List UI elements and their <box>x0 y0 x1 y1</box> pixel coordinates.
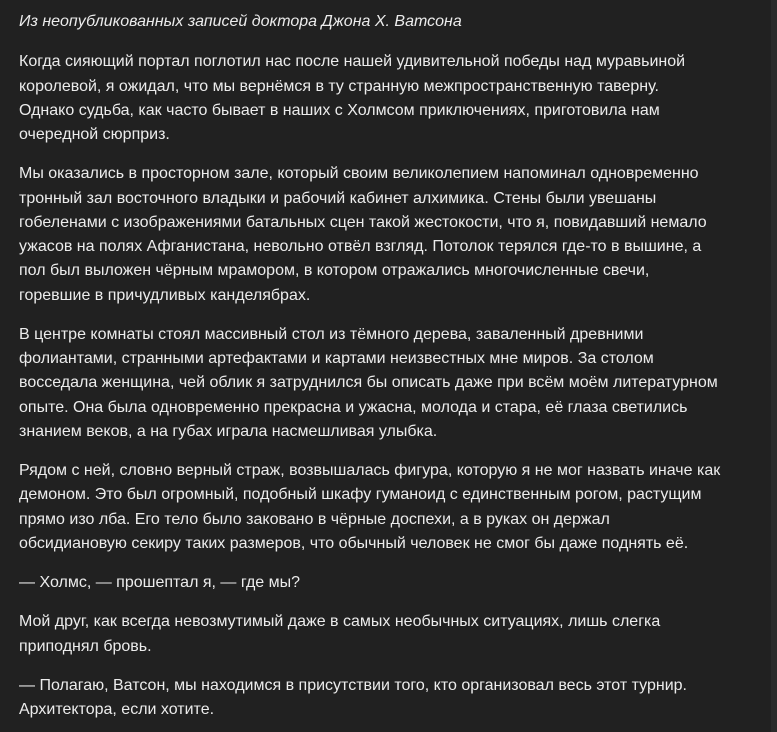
text-line: Однако судьба, как часто бывает в наших с Холмсом приключениях, приготовила нам <box>19 101 660 119</box>
text-line: ужасов на полях Афганистана, невольно отвёл взгляд. Потолок терялся где-то в вышине, а <box>19 238 702 256</box>
text-line: обсидиановую секиру таких размеров, что обычный человек не смог бы даже поднять её. <box>19 535 689 553</box>
scrollbar[interactable] <box>771 0 777 732</box>
text-line: королевой, я ожидал, что мы вернёмся в ту странную межпространственную таверну. <box>19 77 659 95</box>
text-line: Мой друг, как всегда невозмутимый даже в самых необычных ситуациях, лишь слегка <box>19 613 661 631</box>
paragraph-eyebrow <box>19 610 751 659</box>
text-line: горевшие в причудливых канделябрах. <box>19 286 311 304</box>
paragraph-hall <box>19 162 751 308</box>
text-line: Мы оказались в просторном зале, который своим великолепием напоминал одновременно <box>19 165 699 183</box>
text-line: опыте. Она была одновременно прекрасна и ужасна, молода и стара, её глаза светились <box>19 398 688 416</box>
text-line: тронный зал восточного владыки и рабочий кабинет алхимика. Стены были увешаны <box>19 189 657 207</box>
paragraph-table <box>19 323 751 444</box>
text-line: — Холмс, — прошептал я, — где мы? <box>19 574 301 592</box>
text-line: прямо изо лба. Его тело было заковано в чёрные доспехи, а в руках он держал <box>19 510 610 528</box>
text-line: Когда сияющий портал поглотил нас после нашей удивительной победы над муравьиной <box>19 53 686 71</box>
text-line: приподнял бровь. <box>19 637 152 655</box>
text-line: знанием веков, а на губах играла насмешливая улыбка. <box>19 423 438 441</box>
text-line: пол был выложен чёрным мрамором, в котором отражались многочисленные свечи, <box>19 262 650 280</box>
text-line: фолиантами, странными артефактами и картами неизвестных мне миров. За столом <box>19 350 654 368</box>
text-line: В центре комнаты стоял массивный стол из тёмного дерева, заваленный древними <box>19 325 644 343</box>
paragraph-whisper <box>19 571 751 595</box>
text-line: очередной сюрприз. <box>19 126 170 144</box>
text-line: Рядом с ней, словно верный страж, возвышалась фигура, которую я не мог назвать иначе как <box>19 462 721 480</box>
paragraph-architect <box>19 674 751 723</box>
text-line: демоном. Это был огромный, подобный шкафу гуманоид с единственным рогом, растущим <box>19 486 702 504</box>
text-line: гобеленами с изображениями батальных сцен такой жестокости, что я, повидавший немало <box>19 213 707 231</box>
paragraph-demon <box>19 459 751 556</box>
text-line: Архитектора, если хотите. <box>19 700 215 718</box>
text-line: восседала женщина, чей облик я затруднился бы описать даже при всём моём литературном <box>19 374 718 392</box>
text-line: — Полагаю, Ватсон, мы находимся в присутствии того, кто организовал весь этот турнир. <box>19 676 687 694</box>
story-heading: Из неопубликованных записей доктора Джона Х. Ватсона <box>19 13 462 30</box>
paragraph-portal <box>19 50 751 147</box>
